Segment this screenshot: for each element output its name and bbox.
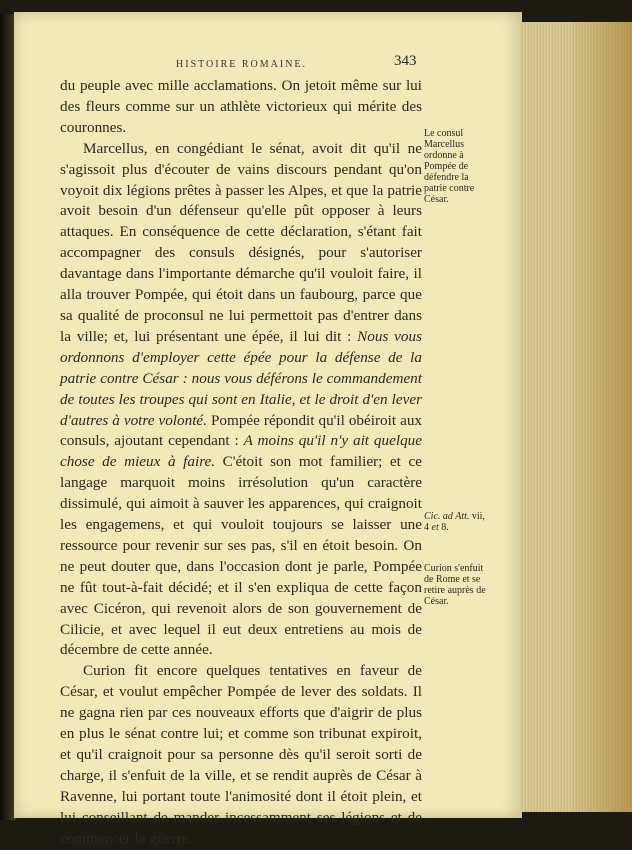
page-edges [520, 22, 632, 812]
running-title: HISTOIRE ROMAINE. [176, 59, 308, 70]
body-text [60, 76, 422, 850]
italic-text: Cic. ad Att. [424, 511, 472, 522]
text-segment: du peuple avec mille acclamations. On jetoit même sur lui des fleurs comme sur un athlète victorieux qui mérite des couronnes. [60, 77, 422, 136]
text-segment: Le consul Marcellus ordonne à Pompée de défendre la patrie contre César. [424, 128, 475, 205]
text-segment: Pompée répondit qu'il obéiroit aux consuls, ajoutant cependant : [60, 411, 423, 450]
text-segment: Curion s'enfuit de Rome et se retire auprès de César. [424, 563, 486, 607]
margin-note [424, 563, 486, 607]
text-segment: 8. [438, 522, 449, 533]
paragraph [60, 76, 422, 139]
text-segment: Curion fit encore quelques tentatives en faveur de César, et voulut empêcher Pompée de lever des soldats. Il ne gagna rien par ces nouveaux efforts que d'aigrir de plus en plus le sénat contre lui; et comme son tribunat expiroit, et qu'il craignoit pour sa personne dès qu'il seroit sorti de charge, il s'enfuit de la ville, et se rendit auprès de César à Ravenne, lui portant toute l'animosité dont il étoit plein, et lui conseillant de mander incessamment ses légions et de commencer la guerre. [60, 662, 422, 847]
text-segment: C'étoit son mot familier; et ce langage marquoit moins irrésolution qu'un caractère dissimulé, qui aimoit à sauver les apparences, qui craignoit les engagemens, et qui vouloit toujours se laisser une ressource pour revenir sur ses pas, s'il en étoit besoin. On ne peut douter que, dans l'occasion dont je parle, Pompée ne fût tout-à-fait décidé; et il s'en expliqua de cette façon avec Cicéron, qui revenoit alors de son gouvernement de Cilicie, et avec lequel il eut deux entretiens au mois de décembre de cette année. [60, 453, 422, 659]
page-number: 343 [394, 53, 417, 69]
text-segment: Marcellus, en congédiant le sénat, avoit dit qu'il ne s'agissoit plus d'écouter de vains discours pendant qu'on voyoit dix légions prêtes à passer les Alpes, et que la patrie avoit besoin d'un défenseur qu'elle pût opposer à leurs attaques. En conséquence de cette déclaration, s'étant fait accompagner des consuls désignés, pour s'autoriser davantage dans l'importante démarche qu'il vouloit faire, il alla trouver Pompée, qui étoit dans un faubourg, parce que sa qualité de proconsul ne lui permettoit pas d'entrer dans la ville; et, lui présentant une épée, il lui dit : [60, 139, 422, 345]
margin-note [424, 128, 486, 205]
text-segment: vii, 4 [424, 511, 485, 533]
paragraph [60, 661, 422, 849]
italic-text: A moins qu'il n'y ait quelque chose de mieux à faire. [60, 432, 422, 471]
margin-note [424, 511, 486, 533]
paragraph [60, 139, 422, 662]
italic-text: et [431, 522, 439, 533]
italic-text: Nous vous ordonnons d'employer cette épée pour la défense de la patrie contre César : nous vous déférons le commandement de toutes les troupes qui sont en Italie, et le droit d'en lever d'autres à votre volonté. [60, 327, 422, 429]
